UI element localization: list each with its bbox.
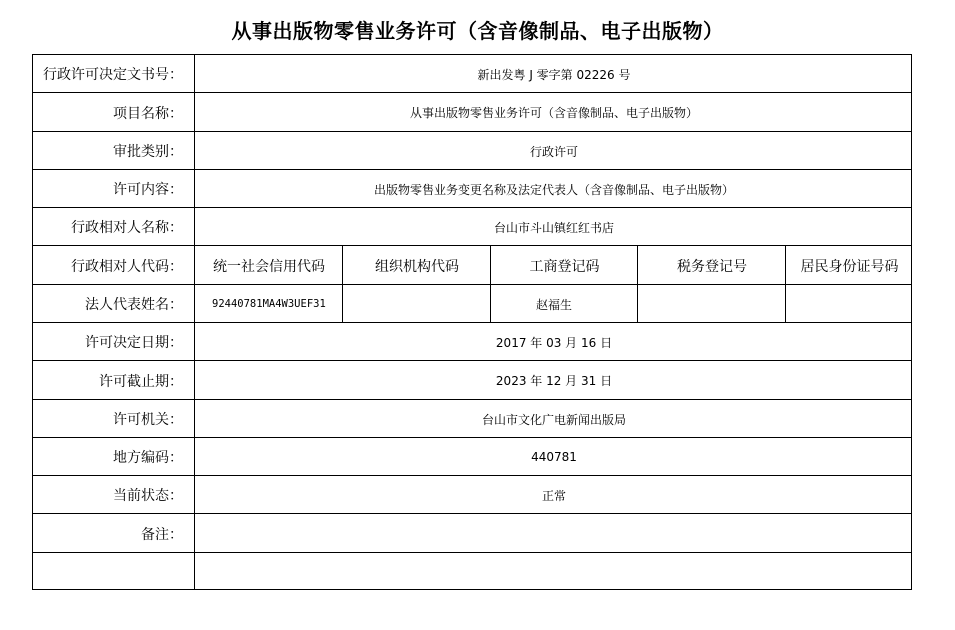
row-label: 地方编码： (113, 450, 183, 466)
code-header-4: 居民身份证号码 (800, 258, 899, 275)
row-value: 2023 年 12 月 31 日 (495, 374, 613, 388)
row-label: 项目名称： (113, 105, 183, 122)
row-label: 备注： (141, 526, 183, 543)
row-value: 出版物零售业务变更名称及法定代表人（含音像制品、电子出版物） (373, 182, 734, 197)
row-label: 许可决定日期： (85, 335, 183, 351)
row-value (195, 514, 913, 553)
page-title: 从事出版物零售业务许可（含音像制品、电子出版物） (231, 19, 724, 43)
row-label: 许可机关： (113, 412, 183, 428)
row-value: 正常 (541, 488, 566, 503)
row-value: 440781 (531, 450, 577, 464)
row-value: 台山市斗山镇红红书店 (493, 220, 614, 235)
code-value-0: 92440781MA4W3UEF31 (212, 298, 326, 310)
code-row-label: 行政相对人代码： (71, 258, 183, 275)
row-value: 2017 年 03 月 16 日 (495, 335, 613, 350)
row-label: 许可截止期： (99, 373, 183, 390)
row-value: 台山市文化广电新闻出版局 (481, 412, 626, 427)
row-value: 赵福生 (535, 297, 572, 312)
row-label: 行政许可决定文书号： (43, 67, 183, 83)
code-header-0: 统一社会信用代码 (213, 258, 325, 275)
code-header-1: 组织机构代码 (375, 258, 459, 275)
code-header-3: 税务登记号 (677, 258, 747, 275)
row-label: 许可内容： (113, 182, 183, 198)
license-table (32, 54, 912, 590)
row-label: 行政相对人名称： (71, 220, 183, 236)
row-value: 行政许可 (529, 144, 578, 159)
row-label: 法人代表姓名： (85, 297, 183, 313)
code-header-2: 工商登记码 (529, 258, 600, 275)
row-label: 审批类别： (113, 144, 183, 160)
row-value: 新出发粤 J 零字第 02226 号 (477, 67, 631, 82)
row-value: 从事出版物零售业务许可（含音像制品、电子出版物） (409, 106, 698, 120)
row-label: 当前状态： (113, 488, 183, 504)
